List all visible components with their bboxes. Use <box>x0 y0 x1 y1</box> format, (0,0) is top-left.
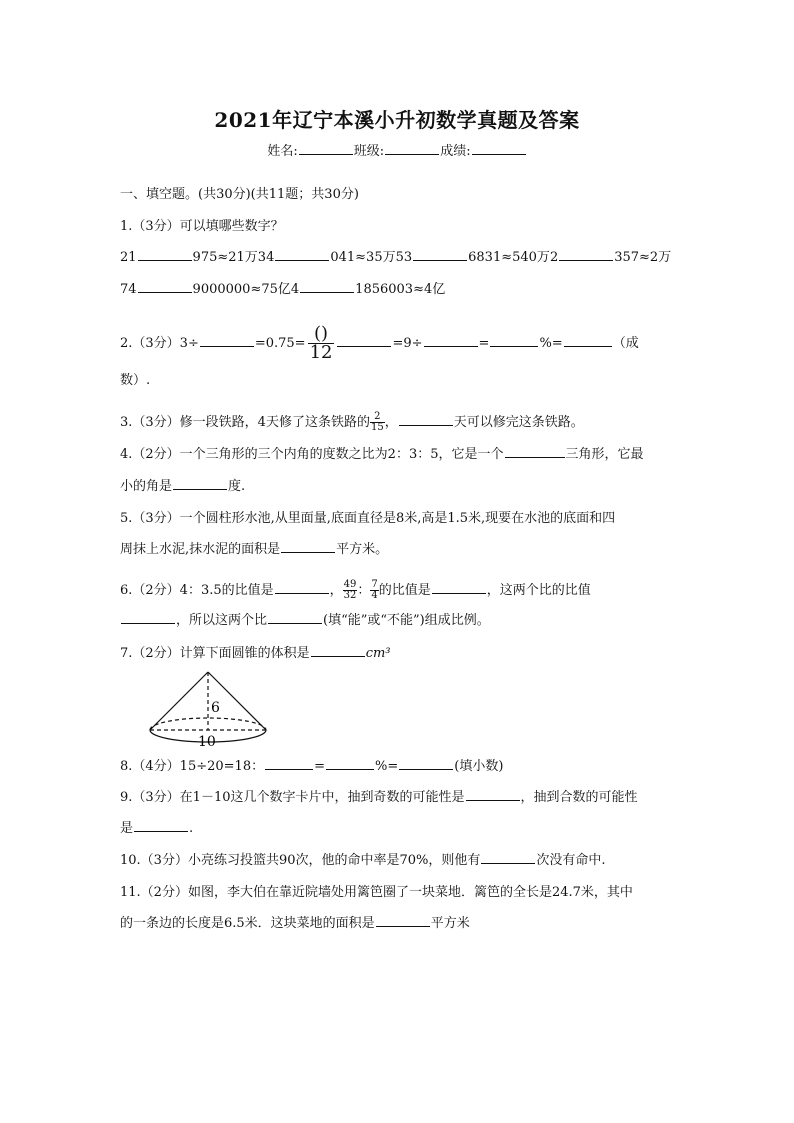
q11-blank[interactable] <box>376 925 430 927</box>
q5-line-1: 5.（3分）一个圆柱形水池,从里面量,底面直径是8米,高是1.5米,现要在水池的底面和四 <box>120 511 616 526</box>
q6-line-2: ，所以这两个比 (填“能”或“不能”)组成比例。 <box>120 612 490 630</box>
q9-blank-1[interactable] <box>466 799 520 801</box>
class-blank[interactable] <box>385 153 439 155</box>
q8-blank-1[interactable] <box>265 768 313 770</box>
q3-line: 3.（3分）修一段铁路，4天修了这条铁路的 $\frac{2}{15}$ ， 天可以修完这条铁路。 <box>120 411 584 433</box>
cone-figure <box>140 664 280 750</box>
student-info-line <box>0 140 794 159</box>
q2-blank-5[interactable] <box>564 345 612 347</box>
q5-blank[interactable] <box>281 551 335 553</box>
q4-blank-1[interactable] <box>505 456 565 458</box>
q6-fraction-2: $\frac{7}{4}$ <box>371 579 378 601</box>
cone-left-edge <box>150 672 208 730</box>
q5-line-2: 周抹上水泥,抹水泥的面积是 平方米。 <box>120 542 389 557</box>
q6-blank-1[interactable] <box>275 592 329 594</box>
q2-blank-1[interactable] <box>200 345 254 347</box>
q7-blank[interactable] <box>311 655 365 657</box>
score-blank[interactable] <box>472 153 526 155</box>
q6-fraction-1: $\frac{49}{32}$ <box>343 579 357 601</box>
q1-stem: 1.（3分）可以填哪些数字？ <box>120 219 284 234</box>
q9-blank-2[interactable] <box>134 830 188 832</box>
q1-blank-2[interactable] <box>275 259 329 261</box>
q1-row-2: 74 9000000≈75亿4 1856003≈4亿 <box>120 282 446 297</box>
q11-line-1: 11.（2分）如图，李大伯在靠近院墙处用篱笆圈了一块菜地．篱笆的全长是24.7米，其中 <box>120 885 633 900</box>
q10-blank[interactable] <box>481 862 535 864</box>
q9-line-2: 是 . <box>120 821 194 836</box>
q8-blank-2[interactable] <box>326 768 374 770</box>
q2-line-1: 2.（3分）3÷ =0.75= $\frac{()}{12}$ =9÷ = %= （成 <box>120 323 639 363</box>
cone-diameter-label: 10 <box>198 734 216 750</box>
q2-blank-4[interactable] <box>490 345 538 347</box>
q1-blank-3[interactable] <box>413 259 467 261</box>
q6-blank-2[interactable] <box>432 592 486 594</box>
q2-blank-2[interactable] <box>337 345 391 347</box>
score-label: 成绩: <box>440 144 471 159</box>
q2-line-2: 数）. <box>120 373 151 388</box>
class-label: 班级: <box>353 144 385 159</box>
q4-blank-2[interactable] <box>173 488 227 490</box>
q1-blank-1[interactable] <box>138 259 192 261</box>
q1-blank-4[interactable] <box>559 259 613 261</box>
cone-height-label: 6 <box>211 700 220 716</box>
q9-line-1: 9.（3分）在1－10这几个数字卡片中，抽到奇数的可能性是 ，抽到合数的可能性 <box>120 790 638 805</box>
q1-blank-6[interactable] <box>300 291 354 293</box>
section-header: 一、填空题。(共30分)(共11题；共30分) <box>120 187 359 202</box>
name-blank[interactable] <box>299 153 353 155</box>
page-title: 2021年辽宁本溪小升初数学真题及答案 <box>214 108 580 132</box>
q1-blank-5[interactable] <box>138 291 192 293</box>
q3-blank[interactable] <box>399 424 453 426</box>
q4-line-1: 4.（2分）一个三角形的三个内角的度数之比为2：3：5，它是一个 三角形，它最 <box>120 447 644 462</box>
q10-line: 10.（3分）小亮练习投篮共90次，他的命中率是70%，则他有 次没有命中. <box>120 853 606 868</box>
q8-line: 8.（4分）15÷20=18： = %= (填小数) <box>120 759 504 774</box>
q1-row-1: 21 975≈21万34 041≈35万53 6831≈540万2 357≈2万 <box>120 250 672 265</box>
q4-line-2: 小的角是 度. <box>120 479 246 494</box>
q7-unit: cm³ <box>365 646 391 661</box>
q7-line: 7.（2分）计算下面圆锥的体积是 cm³ <box>120 646 391 661</box>
q6-line-1: 6.（2分）4：3.5的比值是 ， $\frac{49}{32}$ ： $\frac{7}{4}$ 的比值是 ，这两个比的比值 <box>120 579 591 601</box>
q11-line-2: 的一条边的长度是6.5米．这块菜地的面积是 平方米 <box>120 916 470 931</box>
q3-fraction: $\frac{2}{15}$ <box>370 411 384 433</box>
q8-blank-3[interactable] <box>399 768 453 770</box>
q2-fraction: $\frac{()}{12}$ <box>309 323 333 363</box>
q6-blank-4[interactable] <box>268 622 322 624</box>
name-label: 姓名: <box>267 144 298 159</box>
q2-blank-3[interactable] <box>424 345 478 347</box>
q6-blank-3[interactable] <box>121 622 175 624</box>
